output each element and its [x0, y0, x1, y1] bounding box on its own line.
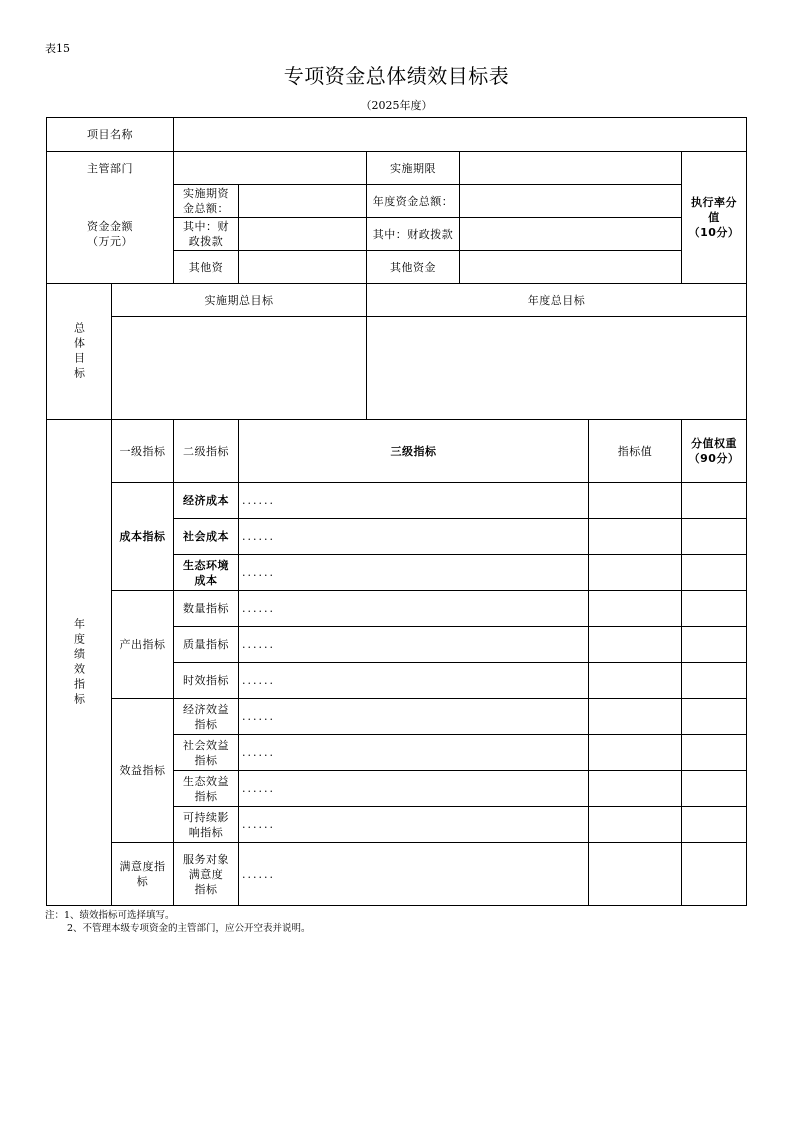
sustain-label: 可持续影 响指标 — [183, 810, 229, 839]
level1-header: 一级指标 — [119, 444, 166, 458]
weight-header: 分值权重 （90分） — [688, 437, 740, 465]
project-name-label: 项目名称 — [87, 128, 133, 141]
output-indicator-label: 产出指标 — [119, 638, 166, 651]
sustain-dots: ...... — [242, 818, 275, 831]
exec-rate-label: 执行率分 值 （10分） — [688, 196, 740, 239]
overall-goal-label — [47, 284, 111, 419]
quantity-label: 数量指标 — [183, 602, 229, 615]
note-1: 注：1、绩效指标可选择填写。 — [45, 910, 175, 921]
period-goal-header: 实施期总目标 — [204, 293, 274, 307]
quality-label: 质量指标 — [183, 638, 229, 651]
social-cost-dots: ...... — [242, 530, 275, 543]
eco-cost-dots: ...... — [242, 566, 275, 579]
econ-cost-dots: ...... — [242, 494, 275, 507]
econ-benefit-label: 经济效益 指标 — [183, 702, 229, 731]
total-funds-label: 实施期资 金总额： — [183, 187, 229, 215]
indicator-value-header: 指标值 — [617, 444, 653, 458]
overall-goal-text: 总体目标 — [72, 321, 86, 382]
fiscal-funds-label: 其中：财 政拨款 — [183, 220, 229, 248]
quantity-dots: ...... — [242, 602, 275, 615]
econ-cost-label: 经济成本 — [183, 494, 229, 507]
fund-amount-label: 资金金额 （万元） — [87, 220, 133, 248]
annual-total-label: 年度资金总额： — [372, 194, 454, 208]
annual-other-label: 其他资金 — [390, 260, 436, 274]
social-benefit-label: 社会效益 指标 — [183, 738, 229, 767]
eco-benefit-dots: ...... — [242, 782, 275, 795]
service-sat-label: 服务对象 满意度 指标 — [183, 852, 229, 896]
other-funds-label: 其他资 — [188, 260, 224, 274]
level2-header: 二级指标 — [183, 444, 229, 458]
footnotes — [45, 909, 311, 935]
quality-dots: ...... — [242, 638, 275, 651]
annual-perf-text: 年度绩效指标 — [72, 617, 86, 708]
social-benefit-dots: ...... — [242, 746, 275, 759]
dept-label: 主管部门 — [87, 161, 133, 175]
timeliness-label: 时效指标 — [183, 674, 229, 687]
satisfaction-label: 满意度指 标 — [119, 860, 166, 888]
table-number-label: 表15 — [45, 42, 70, 55]
page-title: 专项资金总体绩效目标表 — [283, 64, 510, 88]
econ-benefit-dots: ...... — [242, 710, 275, 723]
cost-indicator-label: 成本指标 — [119, 530, 166, 543]
eco-benefit-label: 生态效益 指标 — [183, 774, 229, 803]
year-subtitle: （2025年度） — [360, 99, 433, 112]
service-sat-dots: ...... — [242, 867, 275, 881]
annual-perf-label — [47, 420, 111, 905]
level3-header: 三级指标 — [390, 444, 437, 458]
social-cost-label: 社会成本 — [183, 530, 229, 543]
annual-goal-header: 年度总目标 — [527, 293, 586, 307]
annual-fiscal-label: 其中：财政拨款 — [372, 227, 454, 241]
note-2: 2、不管理本级专项资金的主管部门，应公开空表并说明。 — [67, 923, 311, 934]
benefit-indicator-label: 效益指标 — [119, 764, 166, 777]
timeliness-dots: ...... — [242, 674, 275, 687]
eco-cost-label: 生态环境 成本 — [183, 558, 229, 587]
period-label: 实施期限 — [390, 161, 436, 175]
